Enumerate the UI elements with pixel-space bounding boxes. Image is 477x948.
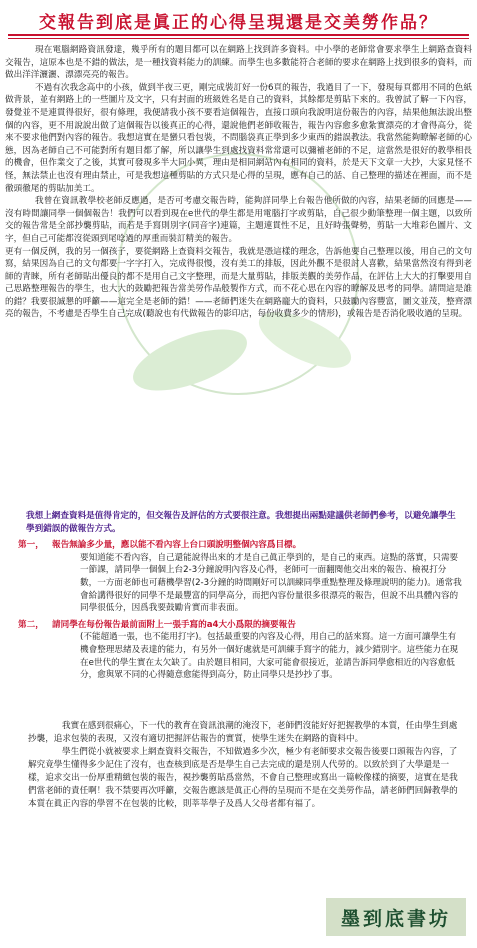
point-1-title: 報告無論多少量，應以能不看內容上台口頭說明整個內容爲目標。 [52, 540, 302, 551]
suggestions-intro: 我想上網查資料是值得肯定的，但交報告及評估的方式要很注意。我想提出兩點建議供老師們參考，以避免讓學生學到錯誤的做報告方式。 [26, 511, 456, 534]
section-1-text [5, 40, 472, 321]
paragraph: 更有一個反例，我的另一個孩子，要從網路上查資料交報告，我就是憑這樣的理念，告訴他要自己整理以後，用自己的文句寫，結果因為自己的文句都要一字字打入，完成得很慢，沒有美工的排版，因此外觀不是很討人喜歡，結果當然沒有得到老師的青睞，所有老師貼出優良的都不是用自己文字整理，而是大量剪貼，排版美觀的美勞作品，在評估上大大的打擊要用自己思路整理報告的學生，也大大的鼓勵把報告當美勞作品般製作方式，而不花心思在內容的瞭解及思考的同學。請問這是誰的錯？我要很誠懇的呼籲——這完全是老師的錯！——老師們迷失在網路龐大的資料，只鼓勵內容豐富，圖文並茂，整齊漂亮的報告，不考慮是否學生自己完成(聽說也有代做報告的影印店，每份收費多少的情形)，或報告是否消化吸收過的呈現。 [5, 246, 472, 320]
conclusion-section [28, 720, 464, 811]
paragraph: 不過有次我念高中的小孩，做到半夜三更，剛完成裝訂好一份6頁的報告，我過目了一下，發現每頁都用不同的色紙做背景，並有網路上的一些圖片及文字，只有封面的班級姓名是自己的資料，其餘都是剪貼下來的。我曾試了解一下內容，發覺並不是連貫得很好，很有條理，我便請我小孩不要看這個報告，直接口頭向我說明這份報告的內容，結果他無法說出整個的內容，更不用說說出做了這個報告以後真正的心得，還說他們老師收報告，報告內容愈多愈紮實漂亮的才會得高分，從來不要求他們對內容的報告。我想這實在是蠻只看包裝，不問腦袋真正學到多少東西的錯誤教法。我當然能夠瞭解老師的心態，因為老師自己不可能對所有題目都了解，所以讓學生到處找資料常常還可以彌補老師的不足，這當然是很好的教學相長的機會，但作業交了之後，其實可發現多半大同小異，理由是相同網站內有相同的資料，於是天下文章一大抄，大家見怪不怪，無法禁止也沒有理由禁止，可是我想這種剪貼的方式只是心得的呈現，應有自己的話、自己整理的描述在裡面，而不是徹頭徹尾的剪貼加美工。 [5, 82, 472, 194]
point-2-title: 請同學在每份報告最前面附上一張手寫的a4大小爲限的摘要報告 [52, 619, 296, 630]
point-1-body: 要知道能不看內容，自己還能說得出來的才是自己眞正學到的，是自己的東西。這點的落實，只需要一節課，請同學一個個上台2-3分鐘說明內容及心得，老師可一面翻閱他交出來的報告、檢視打分數，一方面老師也可藉機學習(2-3分鐘的時間剛好可以訓練同學重點整理及條理說明的能力)。通常我會給講得很好的同學不是最豐富的同學高分，而把內容份量很多很漂亮的報告，但說不出具體內容的同學很低分，因爲我要鼓勵肯實而非表面。 [80, 552, 462, 614]
point-2-heading [18, 619, 463, 632]
point-1-heading [18, 539, 463, 552]
paragraph: 現在電腦網路資訊發達，幾乎所有的題目都可以在網路上找到許多資料。中小學的老師常會要求學生上網路查資料交報告，這原本也是不錯的做法，是一種找資料能力的訓練。而學生也多數能符合老師的要求在網路上找到很多的資料，而做出洋洋灑灑、漂漂亮亮的報告。 [5, 45, 472, 81]
suggestions-section [18, 510, 463, 682]
paragraph: 我實在感到很痛心，下一代的教育在資訊浪潮的淹沒下，老師們沒能好好把握教學的本質，任由學生到處抄襲，追求包裝的表現，又沒有適切把握評估報告的實質，使學生迷失在網路的資料中。 [28, 721, 458, 744]
title-underline [8, 34, 469, 36]
logo-text: 墨到底書坊 [340, 907, 451, 930]
watermark-leaf [125, 317, 254, 403]
point-1-number: 第一， [18, 540, 44, 551]
title-underline-thin [8, 38, 469, 39]
point-2-number: 第二， [18, 619, 44, 630]
page-title: 交報告到底是眞正的心得呈現還是交美勞作品？ [39, 13, 438, 33]
paragraph: 學生們從小就被要求上網查資料交報告，不知做過多少次，極少有老師要求交報告後要口頭報告內容，了解究竟學生懂得多少記住了沒有，也查核到底是否是學生自己去完成的還是別人代勞的。以致於到了大學還是一樣，追求交出一份厚重精緻包裝的報告，視抄襲剪貼爲當然，不會自己整理或寫出一篇較像樣的摘要，這實在是我們當老師的責任啊！我不禁要再次呼籲，交報告應該是眞正心得的呈現而不是在交美勞作品，請老師們回歸教學的本質在眞正內容的學習不在包裝的比較，則莘莘學子及爲人父母者都有福了。 [28, 747, 458, 809]
publisher-logo [326, 898, 466, 936]
point-2-body: (不能超過一張，也不能用打字)。包括最重要的內容及心得，用自己的話來寫。這一方面可讓學生有機會整理思緒及表達的能力，有另外一個好處就是可訓練手寫字的能力，減少錯別字。這些能力在現在e世代的學生實在太欠缺了。由於題目相同，大家可能會很接近，並請告訴同學愈相近的內容愈低分，愈與眾不同的心得隨意愈能得到高分，防止同學只是抄抄了事。 [80, 632, 459, 681]
article-panel [5, 40, 472, 508]
paragraph: 我曾在資訊教學校老師反應過，是否可考慮交報告時，能夠詳同學上台報告他所做的內容，結果老師的回應是——沒有時間讓同學一個個報告！我們可以看到現在e世代的學生都是用電腦打字或剪貼，自己很少動筆整理一個主題，以致所交的報告常是全部抄襲剪貼，而若是手寫則別字(同音字)連篇，主題連貫性不足，且好時張聲勢，剪貼一大堆彩色圖片、文字，但自己可能都沒從頭到尾唸過的厚重而裝訂精美的報告。 [5, 196, 472, 244]
